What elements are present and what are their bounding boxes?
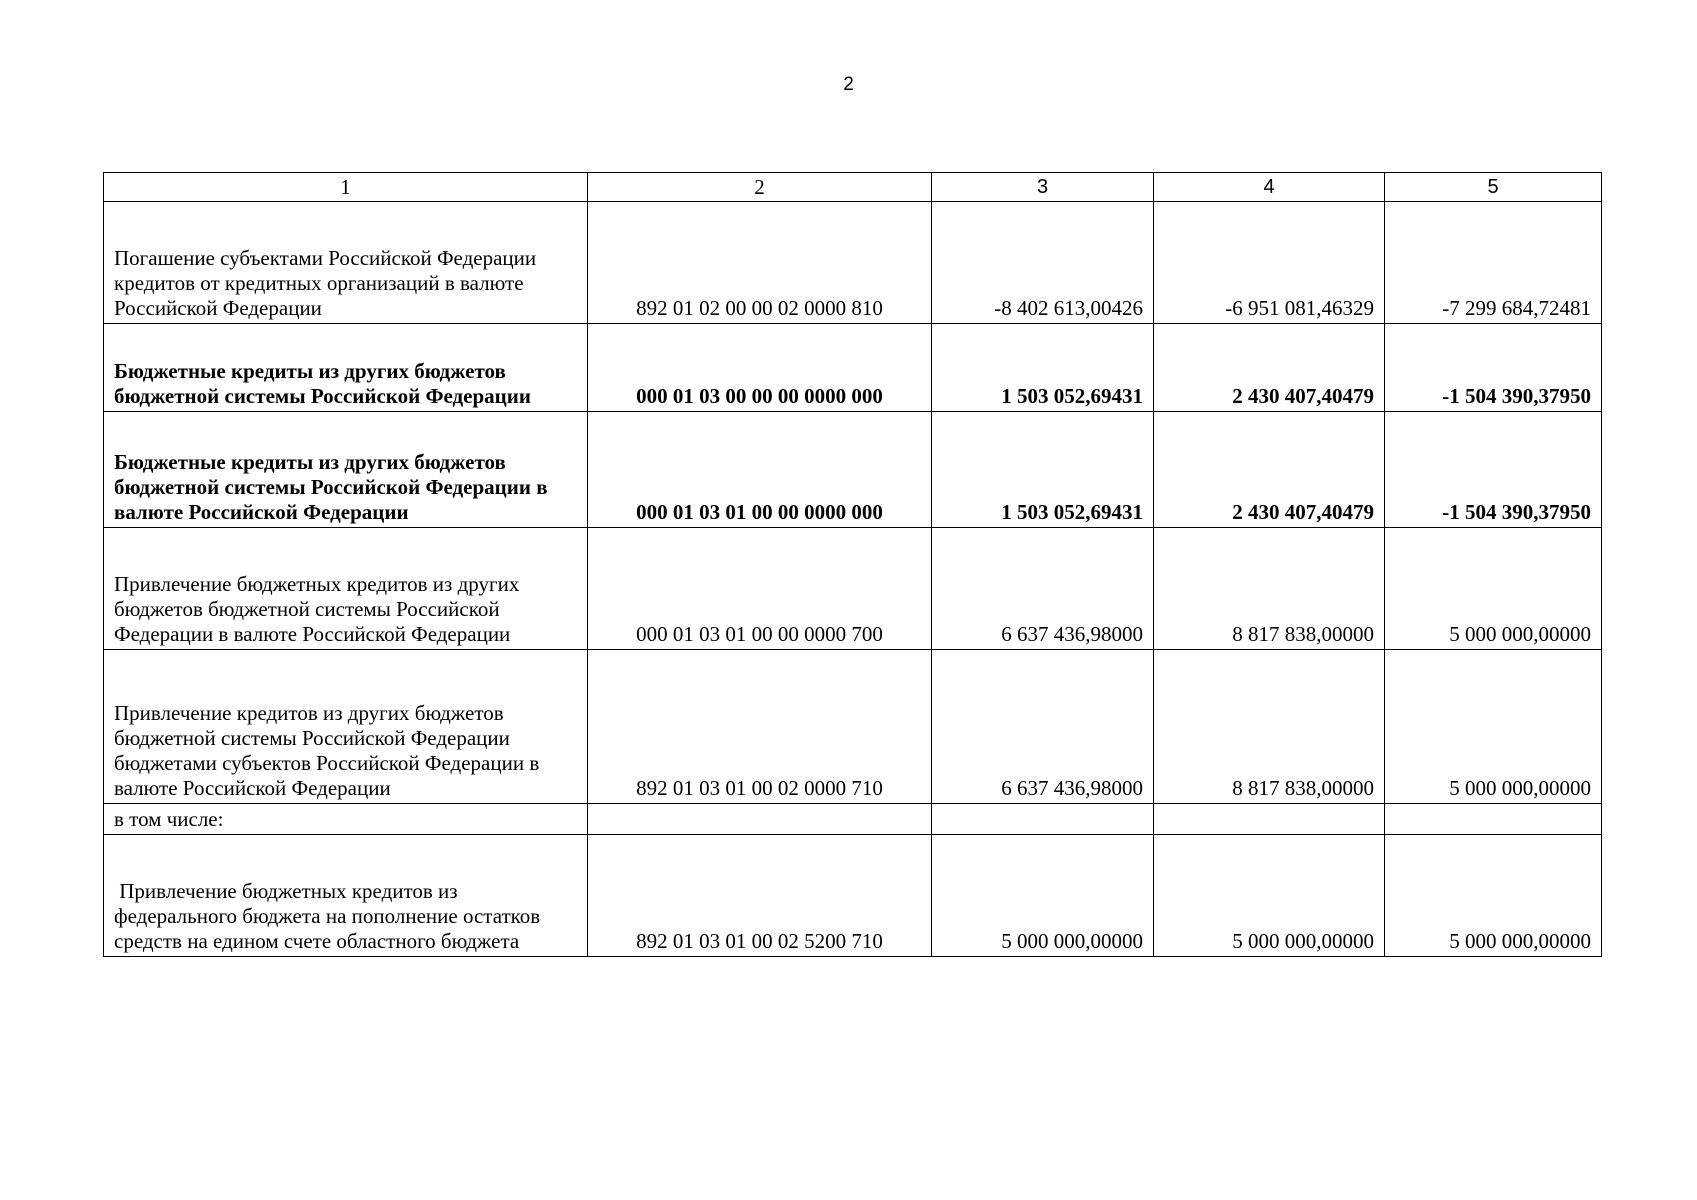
row-name: Погашение субъектами Российской Федерации кредитов от кредитных организаций в валюте Российской Федерации (104, 202, 588, 324)
row-code: 000 01 03 01 00 00 0000 700 (588, 528, 932, 650)
row-value-col5: -7 299 684,72481 (1385, 202, 1602, 324)
row-name: Привлечение бюджетных кредитов из федерального бюджета на пополнение остатков средств на едином счете областного бюджета (104, 835, 588, 957)
row-value-col3: 6 637 436,98000 (932, 528, 1154, 650)
row-code: 000 01 03 01 00 00 0000 000 (588, 412, 932, 528)
column-header-5: 5 (1385, 173, 1602, 202)
row-code: 892 01 03 01 00 02 5200 710 (588, 835, 932, 957)
table-header-row (104, 173, 1602, 202)
row-value-col3: -8 402 613,00426 (932, 202, 1154, 324)
row-value-col3: 1 503 052,69431 (932, 412, 1154, 528)
column-header-1: 1 (104, 173, 588, 202)
row-value-col4: 2 430 407,40479 (1154, 412, 1385, 528)
row-value-col5: -1 504 390,37950 (1385, 324, 1602, 412)
row-value-col4: 5 000 000,00000 (1154, 835, 1385, 957)
table-row (104, 202, 1602, 324)
column-header-3: 3 (932, 173, 1154, 202)
row-code (588, 804, 932, 835)
row-name: Бюджетные кредиты из других бюджетов бюджетной системы Российской Федерации (104, 324, 588, 412)
row-code: 000 01 03 00 00 00 0000 000 (588, 324, 932, 412)
row-name: Бюджетные кредиты из других бюджетов бюджетной системы Российской Федерации в валюте Российской Федерации (104, 412, 588, 528)
row-value-col4 (1154, 804, 1385, 835)
row-value-col4: 8 817 838,00000 (1154, 528, 1385, 650)
table-row (104, 528, 1602, 650)
row-code: 892 01 03 01 00 02 0000 710 (588, 650, 932, 804)
table-row (104, 412, 1602, 528)
row-value-col3: 1 503 052,69431 (932, 324, 1154, 412)
column-header-2: 2 (588, 173, 932, 202)
row-value-col5 (1385, 804, 1602, 835)
row-value-col3 (932, 804, 1154, 835)
row-value-col4: -6 951 081,46329 (1154, 202, 1385, 324)
column-header-4: 4 (1154, 173, 1385, 202)
row-value-col5: 5 000 000,00000 (1385, 528, 1602, 650)
table-row (104, 835, 1602, 957)
budget-sources-table (103, 172, 1602, 957)
table-row (104, 804, 1602, 835)
table-row (104, 324, 1602, 412)
row-value-col3: 5 000 000,00000 (932, 835, 1154, 957)
page-number: 2 (843, 74, 854, 95)
row-name: в том числе: (104, 804, 588, 835)
row-code: 892 01 02 00 00 02 0000 810 (588, 202, 932, 324)
row-value-col5: 5 000 000,00000 (1385, 650, 1602, 804)
row-value-col4: 8 817 838,00000 (1154, 650, 1385, 804)
row-value-col5: -1 504 390,37950 (1385, 412, 1602, 528)
row-value-col5: 5 000 000,00000 (1385, 835, 1602, 957)
row-value-col4: 2 430 407,40479 (1154, 324, 1385, 412)
table-row (104, 650, 1602, 804)
row-name: Привлечение бюджетных кредитов из других бюджетов бюджетной системы Российской Федерации в валюте Российской Федерации (104, 528, 588, 650)
row-value-col3: 6 637 436,98000 (932, 650, 1154, 804)
row-name: Привлечение кредитов из других бюджетов бюджетной системы Российской Федерации бюджетами субъектов Российской Федерации в валюте Российской Федерации (104, 650, 588, 804)
